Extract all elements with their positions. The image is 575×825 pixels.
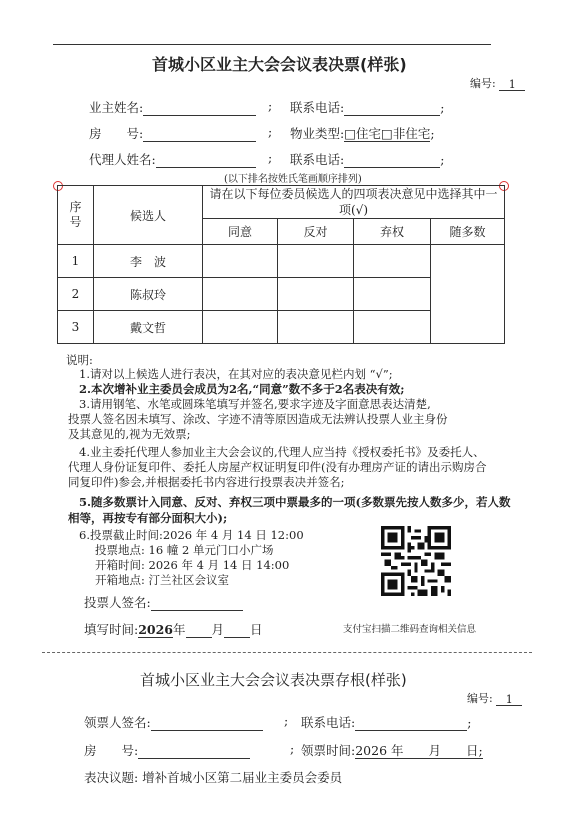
candidate-name: 李 波 bbox=[94, 245, 203, 278]
stub-house-row bbox=[84, 741, 250, 759]
candidate-name: 陈叔玲 bbox=[94, 278, 203, 311]
ballot-title: 首城小区业主大会会议表决票(样张) bbox=[152, 55, 407, 74]
owner-name-label: 业主姓名: bbox=[89, 100, 144, 115]
stub-agenda: 表决议题: 增补首城小区第二届业主委员会委员 bbox=[84, 770, 343, 785]
month-char: 月 bbox=[211, 622, 225, 637]
voter-sign-row bbox=[84, 593, 243, 611]
note-6a: 6.投票截止时间:2026 年 4 月 14 日 12:00 bbox=[79, 528, 304, 542]
note-4c: 同复印件)参会,并根据委托书内容进行投票表决并签名; bbox=[68, 475, 345, 489]
year-char: 年 bbox=[173, 622, 186, 637]
fill-month-field[interactable] bbox=[186, 625, 212, 638]
note-6c: 开箱时间: 2026 年 4 月 14 日 14:00 bbox=[95, 558, 290, 572]
note-3c: 及其意见的,视为无效票; bbox=[68, 427, 191, 441]
option-header-majority: 随多数 bbox=[431, 219, 505, 245]
stub-sep: ; bbox=[290, 741, 295, 756]
note-3b: 投票人签名因未填写、涂改、字迹不清等原因造成无法辨认投票人业主身份 bbox=[68, 412, 448, 426]
fill-day-field[interactable] bbox=[224, 625, 250, 638]
receive-time-row bbox=[301, 741, 483, 759]
agent-phone-field[interactable] bbox=[344, 155, 440, 168]
vote-cell-abstain[interactable] bbox=[354, 278, 431, 311]
sep: ; bbox=[440, 100, 445, 115]
fill-time-label: 填写时间: bbox=[84, 622, 139, 637]
vote-cell-majority[interactable] bbox=[431, 245, 505, 344]
vote-cell-oppose[interactable] bbox=[278, 278, 354, 311]
agent-phone-row bbox=[290, 150, 444, 168]
day-char: 日 bbox=[250, 622, 263, 637]
number-value: 1 bbox=[499, 78, 525, 91]
qr-caption: 支付宝扫描二维码查询相关信息 bbox=[343, 624, 477, 635]
option-header-abstain: 弃权 bbox=[354, 219, 431, 245]
top-rule bbox=[53, 44, 491, 45]
phone-label: 联系电话: bbox=[290, 152, 345, 167]
vote-cell-agree[interactable] bbox=[203, 311, 278, 344]
note-3a: 3.请用钢笔、水笔或圆珠笔填写并签名,要求字迹及字面意思表达清楚, bbox=[79, 397, 431, 411]
stub-phone-field[interactable] bbox=[355, 718, 467, 731]
sep: ; bbox=[268, 124, 273, 139]
table-row bbox=[58, 245, 505, 278]
owner-name-field[interactable] bbox=[143, 103, 256, 116]
fill-year: 2026 bbox=[138, 622, 174, 637]
sep: ; bbox=[268, 150, 273, 165]
sep: ; bbox=[440, 152, 445, 167]
receive-time-label: 领票时间: bbox=[301, 743, 356, 758]
option-header-oppose: 反对 bbox=[278, 219, 354, 245]
property-type-options[interactable]: □住宅□非住宅 bbox=[344, 126, 431, 141]
agent-name-field[interactable] bbox=[156, 155, 256, 168]
note-1: 1.请对以上候选人进行表决，在其对应的表决意见栏内划 “√”; bbox=[79, 367, 393, 381]
sep: ; bbox=[430, 126, 435, 141]
stub-phone-label: 联系电话: bbox=[301, 715, 356, 730]
stub-house-label: 房 号: bbox=[84, 743, 139, 758]
vote-cell-agree[interactable] bbox=[203, 278, 278, 311]
voter-sign-label: 投票人签名: bbox=[84, 595, 151, 610]
row-no: 3 bbox=[58, 311, 94, 344]
house-row bbox=[89, 124, 256, 142]
notes-heading: 说明: bbox=[66, 353, 93, 367]
ballot-number bbox=[470, 75, 525, 91]
voter-sign-field[interactable] bbox=[151, 598, 243, 611]
instruction-header: 请在以下每位委员候选人的四项表决意见中选择其中一项(√) bbox=[203, 186, 505, 219]
receiver-sign-row bbox=[84, 713, 263, 731]
vote-cell-agree[interactable] bbox=[203, 245, 278, 278]
note-6d: 开箱地点: 汀兰社区会议室 bbox=[95, 573, 230, 587]
receiver-sign-label: 领票人签名: bbox=[84, 715, 151, 730]
phone-field[interactable] bbox=[344, 103, 440, 116]
phone-row bbox=[290, 98, 444, 116]
note-2: 2.本次增补业主委员会成员为2名,“同意”数不多于2名表决有效; bbox=[79, 382, 405, 396]
vote-cell-abstain[interactable] bbox=[354, 311, 431, 344]
cut-line bbox=[42, 652, 532, 653]
sep: ; bbox=[467, 715, 472, 730]
vote-cell-oppose[interactable] bbox=[278, 311, 354, 344]
stub-number-label: 编号: bbox=[467, 692, 493, 705]
fill-time-row[interactable] bbox=[84, 620, 263, 638]
stub-phone-row bbox=[301, 713, 471, 731]
sort-note: (以下排名按姓氏笔画顺序排列) bbox=[224, 174, 362, 185]
option-header-agree: 同意 bbox=[203, 219, 278, 245]
note-6b: 投票地点: 16 幢 2 单元门口小广场 bbox=[95, 543, 274, 557]
note-4a: 4.业主委托代理人参加业主大会会议的,代理人应当持《授权委托书》及委托人、 bbox=[79, 445, 485, 459]
candidate-name: 戴文哲 bbox=[94, 311, 203, 344]
vote-cell-abstain[interactable] bbox=[354, 245, 431, 278]
col-candidate-header: 候选人 bbox=[94, 186, 203, 245]
stub-number-value: 1 bbox=[496, 693, 522, 706]
number-label: 编号: bbox=[470, 77, 496, 90]
phone-label: 联系电话: bbox=[290, 100, 345, 115]
property-type-label: 物业类型: bbox=[290, 126, 345, 141]
qr-code-icon bbox=[381, 526, 451, 596]
house-field[interactable] bbox=[143, 129, 256, 142]
stub-title: 首城小区业主大会会议表决票存根(样张) bbox=[140, 671, 407, 689]
vote-cell-oppose[interactable] bbox=[278, 245, 354, 278]
row-no: 2 bbox=[58, 278, 94, 311]
note-4b: 代理人身份证复印件、委托人房屋产权证明复印件(没有办理房产证的请出示购房合 bbox=[68, 460, 487, 474]
property-type-row bbox=[290, 124, 435, 142]
note-5b: 相等，再按专有部分面积大小); bbox=[68, 511, 228, 525]
stub-number bbox=[467, 690, 522, 706]
agent-name-row bbox=[89, 150, 256, 168]
agent-name-label: 代理人姓名: bbox=[89, 152, 156, 167]
sep: ; bbox=[268, 98, 273, 113]
receive-time-field[interactable]: 2026 年 月 日; bbox=[355, 743, 483, 758]
note-5a: 5.随多数票计入同意、反对、弃权三项中票最多的一项(多数票先按人数多少，若人数 bbox=[79, 495, 511, 509]
col-no-header: 序号 bbox=[58, 186, 94, 245]
row-no: 1 bbox=[58, 245, 94, 278]
receiver-sign-field[interactable] bbox=[151, 718, 263, 731]
vote-table bbox=[57, 185, 505, 344]
stub-house-field[interactable] bbox=[138, 746, 250, 759]
house-label: 房 号: bbox=[89, 126, 144, 141]
owner-name-row bbox=[89, 98, 256, 116]
stub-sep: ; bbox=[284, 713, 289, 728]
